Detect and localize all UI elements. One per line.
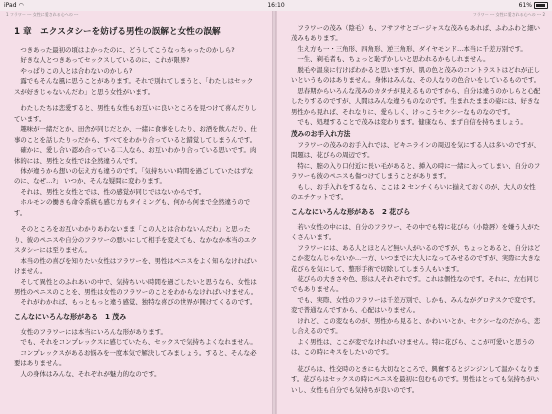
paragraph: フラワーの茂みのお手入れでは、ビキニラインの周辺を気にする人は多いのですが、問題は、花びらの周辺です。	[291, 140, 541, 160]
subheading: 茂みのお手入れ方法	[291, 129, 351, 138]
paragraph: それは、男性と女性とでは、性の感覚が同じではないからです。	[20, 187, 206, 196]
paragraph: 確かに、愛し合い認め合っている二人なら、お互いわかり合っている思いです。肉体的には、男性と女性では全然違うんです。	[14, 146, 257, 165]
right-page-content	[291, 23, 541, 395]
chapter-title: 1 章 エクスタシーを妨げる男性の誤解と女性の誤解	[14, 27, 221, 37]
running-header: フラワー --- 女性に愛される心への --- 2	[472, 12, 545, 17]
paragraph: やっぱりこの人とは合わないのかしら?	[20, 66, 133, 75]
paragraph: 人の身体はみんな、それぞれが魅力的なのです。	[20, 369, 161, 378]
paragraph: 趣味が一緒だとか、田舎が同じだとか、一緒に食事をしたり、お酒を飲んだり、仕事のことを話したりっだから、すべてをわかり合っていると錯覚してしまうんです。	[14, 125, 257, 144]
paragraph: 思春期からいろんな茂みのカタチが見えるものですから、自分は違うのかしらと心配したりするのですが、人間はみんな違うものなのです。生まれたままの姿には、好きな男性から見れば、それなりに、愛らしく、けっこうセクシーなものなのです。	[291, 86, 541, 116]
paragraph: 好きな人とつきあってセックスしているのに、これが限界?	[20, 56, 190, 65]
status-bar	[0, 0, 552, 11]
paragraph: 一生、剃毛者も、ちょっと恥ずかしいと思われるかもしれません。	[297, 55, 490, 64]
section-heading: こんなにいろんな形がある 1 茂み	[14, 312, 127, 321]
paragraph: フラワーの茂み（陰毛）も、フサフサとゴージャスな茂みもあれば、ふわふわと細い茂みもあります。	[291, 24, 540, 43]
paragraph: でも、実際、女性のフラワーは千差万別で、しかも、みんながグロテスクで変です。変で普通なんですから、心配はいりません。	[291, 295, 540, 315]
paragraph: コンプレックスがあるお悩みを一度本気で解決してみましょう。すると、そんな必要はありません。	[14, 348, 257, 368]
battery-area	[519, 0, 548, 11]
paragraph: 本当の性の喜びを知りたい女性はフラワーを、男性はペニスをよく知らなければいけません。	[14, 256, 257, 276]
paragraph: でも、それをコンプレックスに感じていたら、セックスで気持ちよくなれません。	[20, 338, 257, 347]
paragraph: それがわかれば、もっともっと違う感覚、独特な喜びの世界が開けてくるのです。	[20, 298, 257, 307]
paragraph: 花びらは、性交時のときにも大切なところで、興奮するとジンジンして温かくなります。花びらはセックスの時にペニスを最初に包むものです。男性はとっても気持ちがいいし、女性も自分でも気持ちが良いのです。	[291, 364, 540, 394]
wifi-icon: ◠	[18, 2, 24, 9]
paragraph: わたしたちは恋愛すると、男性も女性もお互いに良いところを見つけて喜んだりしています。	[14, 104, 257, 123]
paragraph: 特に、膣の入り口付近に長い毛があると、挿入の時に一緒に入ってしまい、自分のフラワーも彼のペニスも傷つけてしまうことがあります。	[291, 161, 541, 181]
paragraph: つきあった最初の頃はよかったのに、どうしてこうなっちゃったのかしら?	[20, 46, 235, 54]
left-page-content	[14, 23, 258, 379]
battery-icon	[534, 2, 548, 9]
paragraph: 生え方も一・三角形、四角形、逆三角形、ダイヤモンド…本当に千差万別です。	[297, 44, 527, 53]
left-page[interactable]	[0, 11, 273, 414]
paragraph: 若い女性の中には、自分のフラワー、その中でも特に花びら（小陰唇）を嫌う人がたくさんいます。	[291, 222, 540, 242]
paragraph: そして異性とのふれあいの中で、気持ちいい時間を過ごしたいと思うなら、女性は男性のペニスのことを、男性は女性のフラワーのことをわからなければいけません。	[14, 277, 258, 296]
paragraph: 体が違うから想いの伝え方も違うのです。「気持ちいい時間を過ごしていたはずなのに、なぜ…?」 いつか、そんな疑問に変わります。	[14, 166, 254, 186]
section-heading: こんなにいろんな形がある 2 花びら	[291, 207, 411, 216]
clock: 16:10	[267, 2, 285, 9]
paragraph: よく男性は、ここが変でなければいけません。特に花びら、ここが可愛いと思うのは、この時にキスをしたいのです。	[291, 337, 535, 357]
paragraph: けれど、この変なものが、男性から見ると、かわいいとか、セクシーなのだから、恋し合えるのです。	[291, 316, 541, 336]
paragraph: そのところをお互いわかりあわないまま「この人とは合わないんだわ」と思ったり、彼のペニスや自分のフラワーの悪いにして相手を変えても、なかなか本当のエクスタシーには至りません。	[14, 225, 257, 255]
paragraph: 露でもそんな風に思うことがあります。それで別れてしまうと、「わたしはセックスが好きじゃないんだわ」と思う女性がいます。	[14, 77, 254, 96]
paragraph: もし、お手入れをするなら、ここは 2 センチくらいに揃えておくのが、大人の女性のエチケットです。	[291, 182, 536, 202]
paragraph: フラワーには、ある人とほとんど無い人がいるのですが、ちょっとあると、自分はどこか変なんじゃないか…一方、いつまでに大人になってみせるのですが、実際に大きな花びらを気にして、整形手術で切除してしまう人もいます。	[291, 243, 541, 273]
battery-percent: 61%	[518, 2, 532, 9]
paragraph: 女性のフラワーには本当にいろんな形があります。	[20, 327, 167, 336]
running-header: 1 フラワー --- 女性に愛される心への ---	[6, 12, 79, 17]
paragraph: 花びらの大きさや色、形は人それぞれです。これは個性なのです。それに、左右同じでもありません。	[291, 274, 540, 294]
paragraph: 脱毛や温泉に行けばわかると思いますが、肌の色と茂みのコントラストはどれが正しいというものはありません。身体はみんな、その人なりの色合いをしているものです。	[291, 65, 541, 85]
paragraph: ホルモンの働きも命令系統も感じ方もタイミングも、何から何まで全然違うのです。	[14, 198, 251, 217]
paragraph: でも、処理することで茂みは変わります。健康なら、まず自信を持ちましょう。	[297, 118, 527, 127]
device-name: iPad	[4, 2, 17, 9]
right-page[interactable]	[276, 11, 552, 414]
